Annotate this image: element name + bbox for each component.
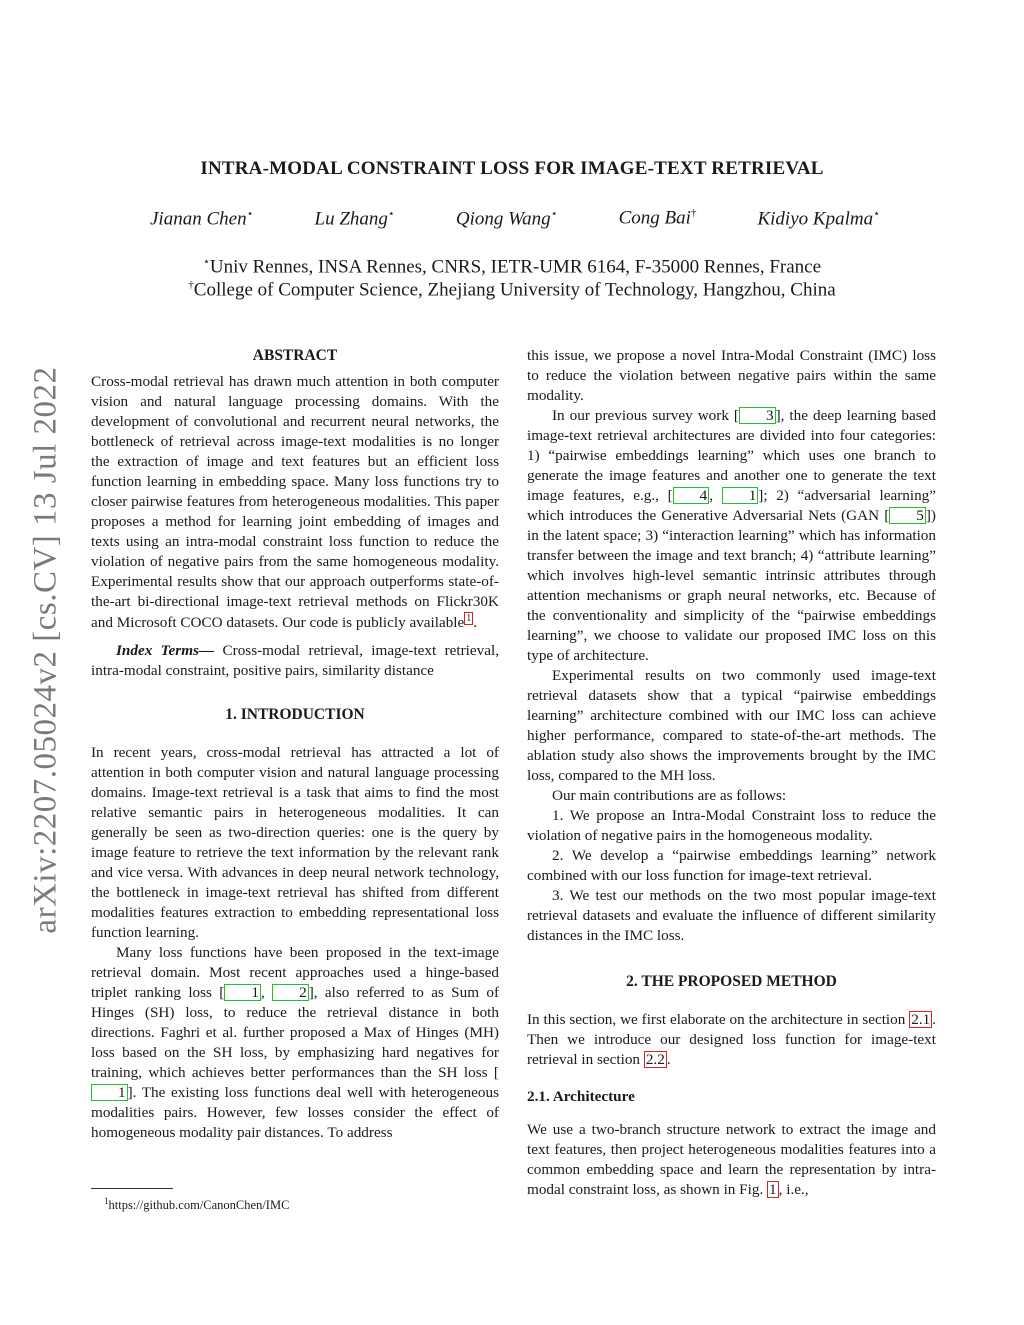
contribution-item: 2. We develop a “pairwise embeddings learning” network combined with our loss function for image-text retrieval. — [527, 847, 936, 884]
abstract-heading: ABSTRACT — [252, 347, 338, 364]
paragraph: In our previous survey work [ 3 ], the deep learning based image-text retrieval architectures are divided into four categories: 1) “pairwise embeddings learning” which uses one branch to generate the image features and another one to generate the text image features, e.g., [ 4 , 1 ]; 2) “adversarial learning” which introduces the Generative Adversarial Nets (GAN [ 5 ]) in the latent space; 3) “interaction learning” which has information transfer between the image and text branch; 4) “attribute learning” which involves high-level semantic intrinsic attributes through attention mechanisms or graph neural networks, etc. Because of the conventionality and simplicity of the “pairwise embeddings learning”, we choose to validate our proposed IMC loss on this type of architecture. — [527, 407, 937, 664]
figure-link[interactable]: 1 — [769, 1181, 777, 1198]
paragraph: Many loss functions have been proposed in the text-image retrieval domain. Most recent approaches used a hinge-based triplet ranking loss [ 1 , 2 ], also referred to as Sum of Hinges (SH) loss, to reduce the retrieval distance in both directions. Faghri et al. further proposed a Max of Hinges (MH) loss based on the SH loss, by emphasizing hard negatives for training, which achieves better performances than the SH loss [1 ]. The existing loss functions deal well with heterogeneous modalities pairs. However, few losses consider the effect of homogeneous modality pair distances. To address — [91, 944, 500, 1142]
paragraph: this issue, we propose a novel Intra-Modal Constraint (IMC) loss to reduce the violation between negative pairs within the same modality. — [527, 347, 936, 404]
contribution-item: 1. We propose an Intra-Modal Constraint loss to reduce the violation of negative pairs in the homogeneous modality. — [527, 807, 936, 844]
footnote-divider — [91, 1188, 173, 1189]
section-link[interactable]: 2.1 — [911, 1011, 931, 1028]
right-column — [527, 346, 936, 1200]
abstract-body: Cross-modal retrieval has drawn much attention in both computer vision and natural language processing domains. With the development of convolutional and recurrent neural networks, the bottleneck of retrieval across image-text modalities is no longer the extraction of image and text features but an efficient loss function learning in embedding space. Many loss functions try to closer pairwise features from heterogeneous modalities. This paper proposes a method for learning joint embedding of images and texts using an intra-modal constraint loss function to reduce the violation of negative pairs from the same homogeneous modality. Experimental results show that our approach outperforms state-of-the-art bi-directional image-text retrieval methods on Flickr30K and Microsoft COCO datasets. Our code is publicly available 1 . — [91, 373, 499, 632]
arxiv-identifier-stamp: arXiv:2207.05024v2 [cs.CV] 13 Jul 2022 — [27, 366, 64, 934]
citation-link[interactable]: 2 — [272, 984, 309, 1001]
citation-link[interactable]: 1 — [722, 487, 759, 504]
citation-link[interactable]: 1 — [224, 984, 261, 1001]
introduction-heading: 1. INTRODUCTION — [225, 706, 365, 724]
citation-link[interactable]: 4 — [673, 487, 710, 504]
paper-title: INTRA-MODAL CONSTRAINT LOSS FOR IMAGE-TEXT RETRIEVAL — [200, 158, 824, 179]
citation-link[interactable]: 5 — [889, 507, 926, 524]
method-heading: 2. THE PROPOSED METHOD — [626, 973, 837, 990]
index-terms: Index Terms— Cross-modal retrieval, image-text retrieval, intra-modal constraint, positive pairs, similarity distance — [91, 642, 499, 680]
paragraph: Experimental results on two commonly used image-text retrieval datasets show that a typical “pairwise embeddings learning” architecture combined with our IMC loss can achieve higher performance, compared to state-of-the-art methods. The ablation study also shows the improvements brought by the IMC loss, compared to the MH loss. — [527, 667, 936, 784]
paragraph: In this section, we first elaborate on the architecture in section 2.1 . Then we introduce our designed loss function for image-text retrieval in section 2.2 . — [527, 1011, 936, 1068]
author: Kidiyo Kpalma⋆ — [757, 208, 880, 230]
author: Lu Zhang⋆ — [314, 208, 395, 230]
author-list — [150, 207, 880, 230]
citation-link[interactable]: 1 — [91, 1084, 128, 1101]
architecture-subheading: 2.1. Architecture — [527, 1088, 635, 1105]
author: Cong Bai† — [618, 207, 697, 229]
paragraph: We use a two-branch structure network to extract the image and text features, then project heterogeneous modalities features into a common embedding space and learn the representation by intra-modal constraint loss, as shown in Fig. 1 , i.e., — [527, 1121, 936, 1198]
footnote-link[interactable]: 1 — [466, 613, 472, 624]
citation-link[interactable]: 3 — [739, 407, 776, 424]
affiliation: ⋆Univ Rennes, INSA Rennes, CNRS, IETR-UMR 6164, F-35000 Rennes, France — [202, 256, 822, 278]
paragraph: In recent years, cross-modal retrieval has attracted a lot of attention in both computer vision and natural language processing domains. Image-text retrieval is a task that aims to find the most relative semantic pairs in heterogeneous modalities. It can generally be seen as two-direction queries: one is the query by image feature to retrieve the text information by the relevant rank and vice versa. With advances in deep neural network technology, the bottleneck in image-text retrieval has shifted from different modalities features extraction to embedding representational loss function learning. — [91, 744, 499, 942]
author: Jianan Chen⋆ — [150, 208, 254, 230]
paragraph: Our main contributions are as follows: — [552, 787, 787, 804]
section-link[interactable]: 2.2 — [645, 1051, 665, 1068]
contribution-item: 3. We test our methods on the two most popular image-text retrieval datasets and evaluate the influence of different similarity distances in the IMC loss. — [527, 887, 936, 944]
footnote: $^1$https://github.com/CanonChen/IMC — [104, 1196, 290, 1213]
left-column — [91, 346, 499, 1143]
affiliation: †College of Computer Science, Zhejiang University of Technology, Hangzhou, China — [188, 279, 836, 301]
author: Qiong Wang⋆ — [455, 208, 558, 230]
